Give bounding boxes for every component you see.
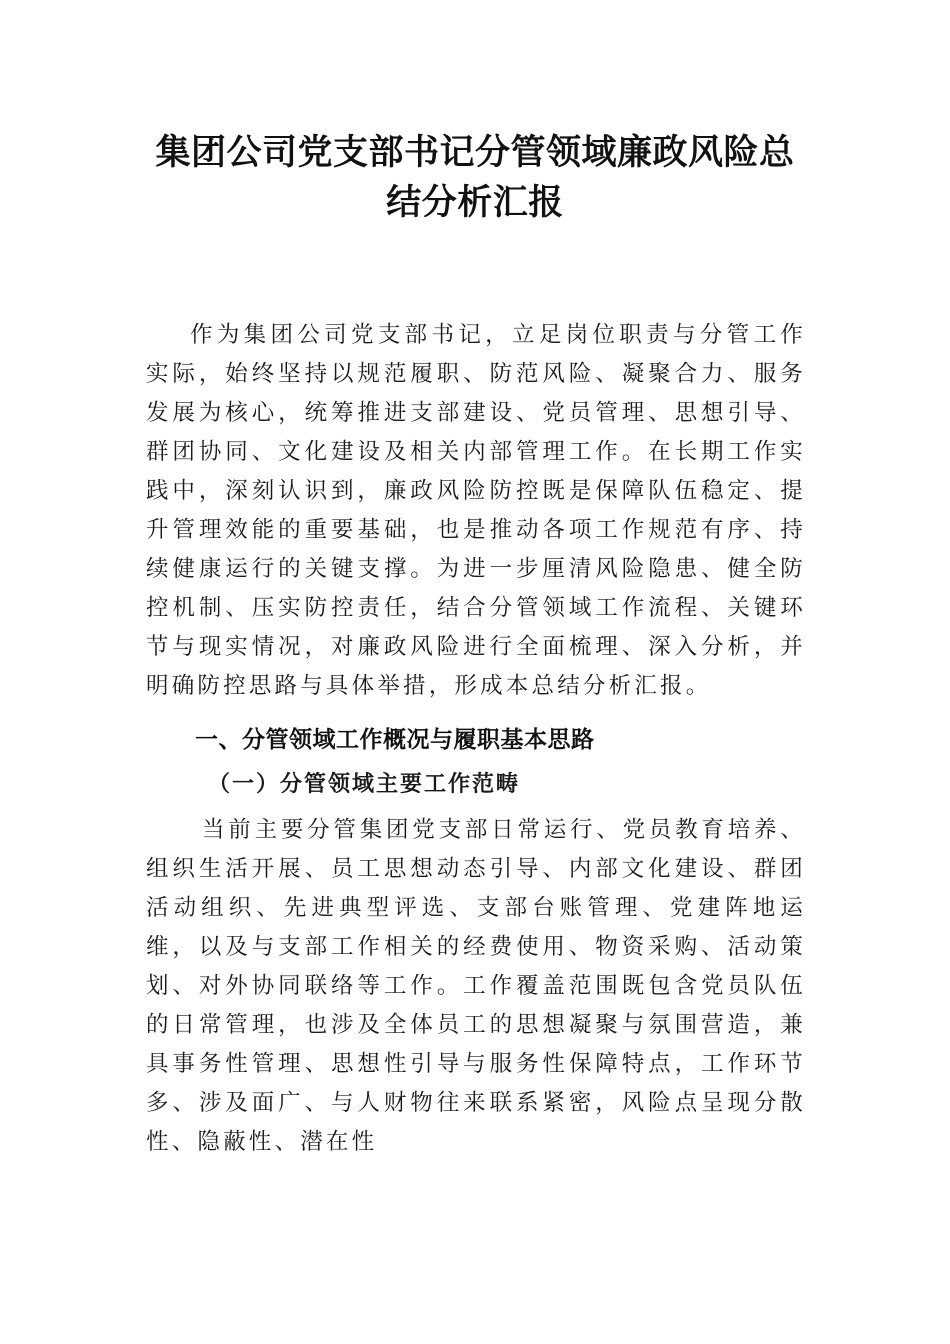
document-title-line-2: 结分析汇报 [386,183,564,223]
document-title-line-1: 集团公司党支部书记分管领域廉政风险总 [155,133,795,173]
intro-paragraph: 作为集团公司党支部书记，立足岗位职责与分管工作实际，始终坚持以规范履职、防范风险、凝聚合力、服务发展为核心，统筹推进支部建设、党员管理、思想引导、群团协同、文化建设及相关内部管理工作。在长期工作实践中，深刻认识到，廉政风险防控既是保障队伍稳定、提升管理效能的重要基础，也是推动各项工作规范有序、持续健康运行的关键支撑。为进一步厘清风险隐患、健全防控机制、压实防控责任，结合分管领域工作流程、关键环节与现实情况，对廉政风险进行全面梳理、深入分析，并明确防控思路与具体举措，形成本总结分析汇报。 [146,322,806,699]
scope-paragraph: 当前主要分管集团党支部日常运行、党员教育培养、组织生活开展、员工思想动态引导、内部文化建设、群团活动组织、先进典型评选、支部台账管理、党建阵地运维，以及与支部工作相关的经费使用、物资采购、活动策划、对外协同联络等工作。工作覆盖范围既包含党员队伍的日常管理，也涉及全体员工的思想凝聚与氛围营造，兼具事务性管理、思想性引导与服务性保障特点，工作环节多、涉及面广、与人财物往来联系紧密，风险点呈现分散性、隐蔽性、潜在性 [146,817,806,1155]
document-title [100,128,850,228]
section-heading-1: 一、分管领域工作概况与履职基本思路 [195,727,595,753]
subsection-heading-1-1: （一）分管领域主要工作范畴 [208,771,521,797]
